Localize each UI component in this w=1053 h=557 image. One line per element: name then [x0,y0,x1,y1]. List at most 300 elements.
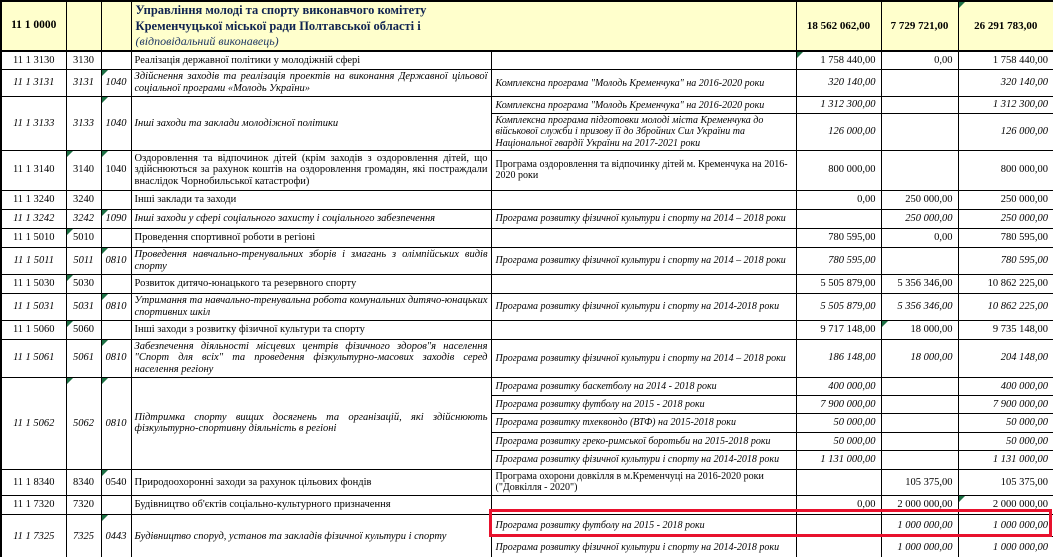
code-full-cell-text: 11 1 3133 [13,117,55,129]
amount-special-fund-cell[interactable] [881,450,958,469]
amount-total-cell-text: 9 735 148,00 [992,323,1048,335]
table-row [1,51,1053,70]
table-row [1,97,1053,114]
code-kekv-cell[interactable] [101,514,131,557]
amount-special-fund-cell[interactable] [881,150,958,190]
code-kekv-cell[interactable] [101,377,131,469]
code-full-cell-text: 11 1 5030 [12,277,55,289]
table-row [1,495,1053,514]
amount-general-fund-cell[interactable] [796,190,881,209]
code-full-cell[interactable] [1,293,66,320]
amount-general-fund-cell[interactable] [796,51,881,70]
amount-special-fund-cell-text: 105 375,00 [905,476,953,488]
program-name-cell[interactable] [491,320,796,339]
program-name-cell[interactable] [491,377,796,395]
amount-total-cell-text: 126 000,00 [1000,126,1048,138]
amount-special-fund-cell[interactable] [881,70,958,97]
code-kfk-cell[interactable] [66,274,101,293]
table-row [1,150,1053,190]
code-kekv-cell[interactable] [101,320,131,339]
amount-special-fund-cell-text: 18 000,00 [910,352,953,364]
code-kekv-cell[interactable] [101,70,131,97]
description-cell-text: Підтримка спорту вищих досягнень та організацій, які здійснюють фізкультурно-спортивну діяльність в регіоні [134,411,488,435]
description-cell-text: Природоохоронні заходи за рахунок цільових фондів [134,476,372,488]
code-full-cell-text: 11 1 7320 [12,499,55,511]
header-empty-cell-1[interactable] [66,1,101,51]
amount-general-fund-cell-text: 780 595,00 [828,254,876,266]
amount-general-fund-cell[interactable] [796,320,881,339]
program-name-cell[interactable] [491,190,796,209]
code-kfk-cell[interactable] [66,97,101,151]
amount-total-cell[interactable] [958,70,1053,97]
code-kfk-cell[interactable] [66,70,101,97]
program-name-cell-text: Програма розвитку фізичної культури і спорту на 2014-2018 роки [495,542,780,554]
amount-general-fund-cell-text: 9 717 148,00 [820,323,876,335]
amount-total-cell[interactable] [958,209,1053,228]
description-cell-text: Інші заходи у сфері соціального захисту і соціального забезпечення [134,212,436,224]
amount-total-cell[interactable] [958,97,1053,114]
amount-general-fund-cell-text: 5 505 879,00 [820,300,876,312]
code-kfk-cell[interactable] [66,51,101,70]
program-name-cell[interactable] [491,150,796,190]
amount-total-cell-text: 1 758 440,00 [992,54,1048,66]
code-kekv-cell[interactable] [101,247,131,274]
description-cell[interactable] [131,514,491,557]
program-name-cell-text: Комплексна програма "Молодь Кременчука" на 2016-2020 роки [495,77,765,89]
program-name-cell[interactable] [491,228,796,247]
code-kfk-cell-text: 3140 [73,164,94,176]
code-full-cell-text: 11 1 5061 [13,352,55,364]
amount-special-fund-cell[interactable] [881,339,958,377]
org-title-line: Управління молоді та спорту виконавчого комітету [135,3,427,17]
amount-special-fund-cell[interactable] [881,495,958,514]
description-cell-text: Оздоровлення та відпочинок дітей (крім заходів з оздоровлення дітей, що здійснюються за рахунок коштів на оздоровлення громадян, які постраждали внаслідок Чорнобильської катастрофи) [134,152,488,188]
green-flag-icon [797,52,803,58]
code-full-cell-text: 11 1 5011 [13,254,54,266]
description-cell[interactable] [131,274,491,293]
code-full-cell[interactable] [1,469,66,495]
code-full-cell[interactable] [1,150,66,190]
green-flag-icon [67,275,73,281]
amount-total-cell[interactable] [958,495,1053,514]
program-name-cell[interactable] [491,450,796,469]
code-kekv-cell-text: 1040 [105,77,127,89]
table-row [1,339,1053,377]
code-kfk-cell[interactable] [66,469,101,495]
amount-special-fund-cell[interactable] [881,293,958,320]
code-full-cell[interactable] [1,320,66,339]
description-cell[interactable] [131,495,491,514]
table-row [1,514,1053,536]
code-full-cell[interactable] [1,274,66,293]
amount-general-fund-cell[interactable] [796,413,881,432]
code-full-cell[interactable] [1,377,66,469]
amount-total-cell[interactable] [958,320,1053,339]
code-kekv-cell[interactable] [101,495,131,514]
description-cell[interactable] [131,209,491,228]
code-kfk-cell-text: 3240 [73,193,94,205]
amount-special-fund-cell-text: 5 356 346,00 [897,277,953,289]
code-kekv-cell-text: 1040 [105,164,127,176]
amount-general-fund-cell-text: 126 000,00 [828,126,876,138]
code-full-cell[interactable] [1,51,66,70]
table-row [1,190,1053,209]
program-name-cell[interactable] [491,514,796,536]
code-kfk-cell[interactable] [66,228,101,247]
amount-total-cell[interactable] [958,469,1053,495]
code-kekv-cell-text: 0810 [105,417,127,429]
code-kekv-cell[interactable] [101,228,131,247]
code-kekv-cell[interactable] [101,51,131,70]
amount-total-cell[interactable] [958,274,1053,293]
program-name-cell[interactable] [491,97,796,114]
code-full-cell[interactable] [1,70,66,97]
amount-special-fund-cell-text: 18 000,00 [910,323,953,335]
program-name-cell[interactable] [491,339,796,377]
code-full-cell-text: 11 1 5060 [12,323,55,335]
amount-total-cell[interactable] [958,395,1053,413]
program-name-cell[interactable] [491,209,796,228]
code-kekv-cell[interactable] [101,190,131,209]
amount-general-fund-cell[interactable] [796,70,881,97]
amount-general-fund-cell[interactable] [796,432,881,450]
program-name-cell[interactable] [491,70,796,97]
amount-general-fund-cell-text: 320 140,00 [828,77,876,89]
program-name-cell[interactable] [491,293,796,320]
org-title-line: Кременчуцької міської ради Полтавської області і [135,18,421,33]
description-cell[interactable] [131,320,491,339]
green-flag-icon [67,378,73,384]
description-cell-text: Інші заходи з розвитку фізичної культури та спорту [134,323,365,335]
amount-total-cell[interactable] [958,514,1053,536]
code-kfk-cell[interactable] [66,247,101,274]
header-total-cell-2[interactable] [881,1,958,51]
header-total-cell-1-text: 18 562 062,00 [806,19,871,32]
amount-special-fund-cell[interactable] [881,190,958,209]
code-full-cell-text: 11 1 8340 [12,476,55,488]
green-flag-icon [102,340,108,346]
code-kfk-cell[interactable] [66,339,101,377]
header-title-cell[interactable] [131,1,796,51]
green-flag-icon [102,294,108,300]
program-name-cell-text: Програма розвитку футболу на 2015 - 2018 роки [495,519,705,531]
code-kfk-cell-text: 5010 [73,231,94,243]
amount-special-fund-cell[interactable] [881,209,958,228]
table-row [1,469,1053,495]
program-name-cell[interactable] [491,51,796,70]
amount-total-cell-text: 780 595,00 [1000,254,1048,266]
code-kfk-cell-text: 3133 [73,117,94,129]
amount-general-fund-cell[interactable] [796,395,881,413]
code-kekv-cell[interactable] [101,339,131,377]
green-flag-icon [102,378,108,384]
amount-general-fund-cell[interactable] [796,536,881,557]
amount-special-fund-cell[interactable] [881,228,958,247]
amount-total-cell[interactable] [958,377,1053,395]
program-name-cell[interactable] [491,114,796,151]
code-kekv-cell-text: 1040 [105,117,127,129]
header-empty-cell-2[interactable] [101,1,131,51]
code-kekv-cell-text: 0810 [105,352,127,364]
amount-total-cell-text: 105 375,00 [1000,476,1048,488]
amount-general-fund-cell[interactable] [796,247,881,274]
header-row [1,1,1053,51]
amount-total-cell-text: 7 900 000,00 [992,398,1048,410]
header-total-cell-1[interactable] [796,1,881,51]
program-name-cell-text: Програма розвитку баскетболу на 2014 - 2018 роки [495,380,717,392]
code-kekv-cell[interactable] [101,293,131,320]
code-kfk-cell-text: 7320 [73,499,94,511]
amount-total-cell[interactable] [958,228,1053,247]
description-cell[interactable] [131,247,491,274]
amount-general-fund-cell[interactable] [796,209,881,228]
amount-special-fund-cell-text: 2 000 000,00 [897,499,953,511]
amount-general-fund-cell-text: 1 312 300,00 [820,99,876,111]
description-cell-text: Будівництво об'єктів соціально-культурного призначення [134,499,391,511]
code-full-cell[interactable] [1,339,66,377]
green-flag-icon [67,321,73,327]
code-kfk-cell-text: 3130 [73,54,94,66]
amount-total-cell[interactable] [958,432,1053,450]
description-cell-text: Інші заходи та заклади молодіжної політики [134,117,339,129]
code-kfk-cell[interactable] [66,293,101,320]
code-kfk-cell-text: 5031 [73,300,94,312]
program-name-cell-text: Програма розвитку тхеквондо (ВТФ) на 2015-2018 роки [495,417,736,429]
code-kekv-cell-text: 0540 [105,476,127,488]
green-flag-icon [882,321,888,327]
table-row [1,247,1053,274]
description-cell[interactable] [131,339,491,377]
amount-total-cell[interactable] [958,293,1053,320]
program-name-cell[interactable] [491,247,796,274]
program-name-cell-text: Програма розвитку фізичної культури і спорту на 2014 – 2018 роки [495,352,786,364]
description-cell[interactable] [131,469,491,495]
amount-general-fund-cell[interactable] [796,377,881,395]
program-name-cell[interactable] [491,469,796,495]
green-flag-icon [959,2,965,8]
amount-total-cell[interactable] [958,413,1053,432]
amount-general-fund-cell[interactable] [796,450,881,469]
program-name-cell-text: Програма розвитку фізичної культури і спорту на 2014-2018 роки [495,301,780,313]
code-full-cell-text: 11 1 3242 [13,212,55,224]
amount-total-cell[interactable] [958,247,1053,274]
amount-total-cell-text: 320 140,00 [1000,77,1048,89]
program-name-cell-text: Програма оздоровлення та відпочинку дітей м. Кременчука на 2016-2020 роки [495,159,788,182]
program-name-cell[interactable] [491,274,796,293]
amount-total-cell[interactable] [958,190,1053,209]
amount-total-cell-text: 1 131 000,00 [992,454,1048,466]
description-cell[interactable] [131,51,491,70]
amount-special-fund-cell-text: 5 356 346,00 [897,300,953,312]
green-flag-icon [959,496,965,502]
description-cell[interactable] [131,293,491,320]
amount-total-cell[interactable] [958,450,1053,469]
description-cell-text: Реалізація державної політики у молодіжній сфері [134,54,361,66]
amount-general-fund-cell[interactable] [796,293,881,320]
code-kfk-cell-text: 3131 [73,77,94,89]
description-cell-text: Проведення навчально-тренувальних зборів і змагань з олімпійських видів спорту [134,248,488,272]
amount-general-fund-cell[interactable] [796,114,881,151]
amount-total-cell[interactable] [958,150,1053,190]
code-kekv-cell[interactable] [101,150,131,190]
amount-special-fund-cell[interactable] [881,395,958,413]
description-cell-text: Розвиток дитячо-юнацького та резервного спорту [134,277,357,289]
code-kfk-cell-text: 5011 [73,254,94,266]
amount-total-cell-text: 400 000,00 [1000,380,1048,392]
amount-general-fund-cell-text: 800 000,00 [828,164,876,176]
code-kfk-cell-text: 8340 [73,476,94,488]
code-full-cell-text: 11 1 3240 [12,193,55,205]
code-kfk-cell-text: 5030 [73,277,94,289]
code-kfk-cell-text: 5060 [73,323,94,335]
amount-special-fund-cell-text: 0,00 [934,54,953,66]
amount-general-fund-cell[interactable] [796,150,881,190]
table-row [1,377,1053,395]
code-full-cell-text: 11 1 5010 [12,231,55,243]
code-full-cell[interactable] [1,209,66,228]
code-kfk-cell[interactable] [66,377,101,469]
green-flag-icon [102,70,108,76]
amount-special-fund-cell[interactable] [881,469,958,495]
code-full-cell[interactable] [1,495,66,514]
amount-special-fund-cell[interactable] [881,114,958,151]
amount-total-cell-text: 10 862 225,00 [987,277,1048,289]
amount-special-fund-cell-text: 0,00 [934,231,953,243]
code-kfk-cell[interactable] [66,514,101,557]
code-full-cell[interactable] [1,247,66,274]
description-cell[interactable] [131,70,491,97]
code-full-cell[interactable] [1,190,66,209]
amount-special-fund-cell[interactable] [881,536,958,557]
amount-special-fund-cell[interactable] [881,51,958,70]
code-kfk-cell[interactable] [66,209,101,228]
amount-general-fund-cell[interactable] [796,514,881,536]
amount-special-fund-cell[interactable] [881,432,958,450]
green-flag-icon [102,97,108,103]
code-full-cell-text: 11 1 7325 [13,530,55,542]
amount-special-fund-cell[interactable] [881,97,958,114]
amount-general-fund-cell[interactable] [796,97,881,114]
amount-total-cell-text: 800 000,00 [1000,164,1048,176]
code-kfk-cell[interactable] [66,150,101,190]
code-full-cell-text: 11 1 5031 [13,300,55,312]
amount-general-fund-cell[interactable] [796,495,881,514]
amount-general-fund-cell-text: 780 595,00 [828,231,876,243]
code-kfk-cell[interactable] [66,190,101,209]
code-full-cell[interactable] [1,97,66,151]
code-kfk-cell-text: 7325 [73,530,94,542]
code-full-cell-text: 11 1 3140 [12,164,55,176]
code-kfk-cell-text: 3242 [73,212,94,224]
description-cell[interactable] [131,190,491,209]
amount-special-fund-cell[interactable] [881,413,958,432]
amount-total-cell-text: 250 000,00 [1000,193,1048,205]
amount-total-cell[interactable] [958,536,1053,557]
header-total-cell-2-text: 7 729 721,00 [890,19,949,32]
table-row [1,293,1053,320]
amount-total-cell-text: 250 000,00 [1000,212,1048,224]
amount-general-fund-cell-text: 50 000,00 [833,435,876,447]
header-total-cell-3-text: 26 291 783,00 [974,19,1038,32]
code-kekv-cell[interactable] [101,469,131,495]
table-row [1,274,1053,293]
program-name-cell-text: Програма охорони довкілля в м.Кременчуці на 2016-2020 роки ("Довкілля - 2020") [495,471,764,494]
amount-total-cell-text: 780 595,00 [1000,231,1048,243]
header-code-cell-text: 11 1 0000 [11,19,57,32]
green-flag-icon [102,248,108,254]
amount-total-cell-text: 1 312 300,00 [992,99,1048,111]
code-kfk-cell[interactable] [66,320,101,339]
code-full-cell[interactable] [1,228,66,247]
amount-special-fund-cell[interactable] [881,247,958,274]
amount-total-cell-text: 50 000,00 [1006,435,1048,447]
amount-general-fund-cell-text: 186 148,00 [828,352,876,364]
program-name-cell[interactable] [491,495,796,514]
table-row [1,228,1053,247]
header-total-cell-3[interactable] [958,1,1053,51]
description-cell[interactable] [131,150,491,190]
amount-general-fund-cell-text: 0,00 [857,193,876,205]
table-row [1,70,1053,97]
code-kekv-cell[interactable] [101,97,131,151]
amount-special-fund-cell[interactable] [881,274,958,293]
amount-special-fund-cell[interactable] [881,377,958,395]
amount-total-cell[interactable] [958,114,1053,151]
program-name-cell-text: Програма розвитку фізичної культури і спорту на 2014-2018 роки [495,454,780,466]
program-name-cell-text: Програма розвитку футболу на 2015 - 2018 роки [495,398,705,410]
description-cell-text: Інші заклади та заходи [134,193,237,205]
amount-special-fund-cell-text: 250 000,00 [905,193,953,205]
code-full-cell[interactable] [1,514,66,557]
amount-general-fund-cell[interactable] [796,469,881,495]
program-name-cell[interactable] [491,395,796,413]
amount-special-fund-cell[interactable] [881,514,958,536]
code-kfk-cell[interactable] [66,495,101,514]
code-kekv-cell[interactable] [101,274,131,293]
description-cell[interactable] [131,377,491,469]
amount-special-fund-cell-text: 250 000,00 [905,212,953,224]
program-name-cell-text: Комплексна програма підготовки молоді міста Кременчука до військової служби і призову її до Збройних Сил України та Національної гвардії України на 2017-2021 роки [495,115,764,149]
description-cell-text: Здійснення заходів та реалізація проектів на виконання Державної цільової соціальної програми «Молодь України» [134,71,488,95]
amount-total-cell[interactable] [958,51,1053,70]
header-code-cell[interactable] [1,1,66,51]
code-kekv-cell[interactable] [101,209,131,228]
amount-general-fund-cell[interactable] [796,228,881,247]
amount-total-cell-text: 1 000 000,00 [992,541,1048,553]
amount-total-cell-text: 2 000 000,00 [992,499,1048,511]
code-full-cell-text: 11 1 3131 [13,77,55,89]
amount-total-cell-text: 204 148,00 [1000,352,1048,364]
green-flag-icon [102,151,108,157]
description-cell-text: Забезпечення діяльності місцевих центрів фізичного здоров"я населення "Спорт для всіх" та проведення фізкультурно-масових заходів серед населення регіону [134,340,488,376]
amount-total-cell[interactable] [958,339,1053,377]
program-name-cell[interactable] [491,413,796,432]
description-cell-text: Утримання та навчально-тренувальна робота комунальних дитячо-юнацьких спортивних шкіл [134,294,488,318]
amount-special-fund-cell-text: 1 000 000,00 [897,541,953,553]
amount-total-cell-text: 1 000 000,00 [992,519,1048,531]
amount-general-fund-cell[interactable] [796,274,881,293]
code-full-cell-text: 11 1 3130 [12,54,55,66]
program-name-cell[interactable] [491,536,796,557]
program-name-cell[interactable] [491,432,796,450]
description-cell[interactable] [131,228,491,247]
program-name-cell-text: Комплексна програма "Молодь Кременчука" на 2016-2020 роки [495,99,765,111]
description-cell[interactable] [131,97,491,151]
amount-general-fund-cell-text: 400 000,00 [828,380,876,392]
amount-general-fund-cell[interactable] [796,339,881,377]
amount-special-fund-cell[interactable] [881,320,958,339]
code-kekv-cell-text: 1090 [105,212,127,224]
